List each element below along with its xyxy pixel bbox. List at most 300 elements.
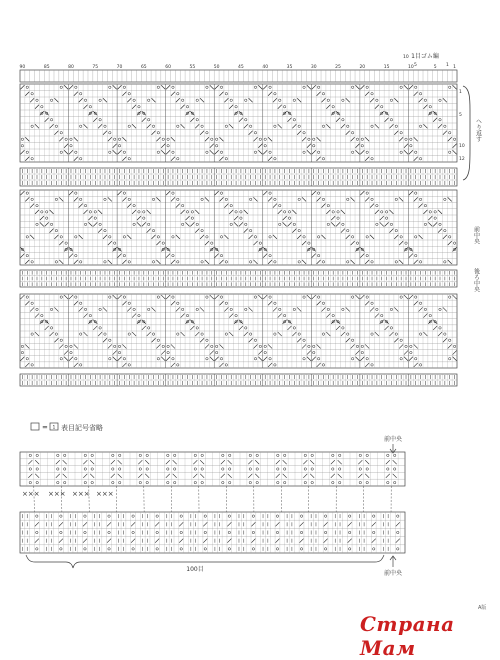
decrease-symbol	[292, 332, 296, 336]
decrease-symbol	[404, 295, 408, 299]
column-number: 1	[453, 64, 456, 70]
yarn-over-symbol	[60, 358, 62, 360]
yarn-over-symbol	[220, 192, 222, 194]
yarn-over-symbol	[313, 351, 315, 353]
yarn-over-symbol	[348, 531, 350, 533]
decrease-symbol	[433, 222, 437, 226]
yarn-over-symbol	[112, 454, 114, 456]
decrease-symbol	[443, 307, 447, 311]
grid-block-4	[20, 270, 457, 287]
yarn-over-symbol	[21, 345, 23, 347]
yarn-over-symbol	[172, 358, 174, 360]
yarn-over-symbol	[424, 204, 426, 206]
decrease-symbol	[263, 150, 267, 154]
yarn-over-symbol	[75, 192, 77, 194]
yarn-over-symbol	[75, 358, 77, 360]
decrease-symbol	[59, 241, 63, 245]
yarn-over-symbol	[152, 198, 154, 200]
yarn-over-symbol	[79, 261, 81, 263]
yarn-over-symbol	[410, 345, 412, 347]
yarn-over-symbol	[249, 198, 251, 200]
yarn-over-symbol	[264, 351, 266, 353]
decrease-symbol	[307, 144, 311, 148]
yarn-over-symbol	[277, 454, 279, 456]
decrease-symbol	[161, 295, 165, 299]
svg-text:=: =	[42, 424, 48, 432]
decrease-symbol	[229, 105, 233, 109]
rib-label: 1目ゴム編	[411, 52, 439, 60]
yarn-over-symbol	[405, 242, 407, 244]
decrease-symbol	[448, 137, 452, 141]
decrease-symbol	[171, 197, 175, 201]
yarn-over-symbol	[342, 327, 344, 329]
yarn-over-symbol	[347, 261, 349, 263]
yarn-over-symbol	[123, 151, 125, 153]
decrease-symbol	[200, 235, 204, 239]
decrease-symbol	[278, 210, 282, 214]
decrease-symbol	[132, 105, 136, 109]
decrease-symbol	[205, 137, 209, 141]
decrease-symbol	[56, 474, 60, 478]
column-number: 45	[238, 64, 244, 70]
yarn-over-symbol	[123, 236, 125, 238]
yarn-over-symbol	[424, 99, 426, 101]
decrease-symbol	[414, 92, 418, 96]
decrease-symbol	[137, 216, 141, 220]
decrease-symbol	[200, 131, 204, 135]
decrease-symbol	[173, 474, 177, 478]
yarn-over-symbol	[84, 531, 86, 533]
yarn-over-symbol	[276, 515, 278, 517]
yarn-over-symbol	[254, 132, 256, 134]
back-center-label: 後ろ中央	[473, 267, 480, 293]
decrease-symbol	[90, 474, 94, 478]
decrease-symbol	[147, 332, 151, 336]
decrease-symbol	[389, 229, 393, 233]
yarn-over-symbol	[400, 236, 402, 238]
decrease-symbol	[84, 332, 88, 336]
decrease-symbol	[227, 522, 231, 526]
yarn-over-symbol	[65, 242, 67, 244]
yarn-over-symbol	[206, 358, 208, 360]
decrease-symbol	[210, 351, 214, 355]
yarn-over-symbol	[366, 468, 368, 470]
yarn-over-symbol	[400, 358, 402, 360]
yarn-over-symbol	[94, 211, 96, 213]
yarn-over-symbol	[283, 454, 285, 456]
decrease-symbol	[438, 210, 442, 214]
yarn-over-symbol	[274, 364, 276, 366]
grid-block-5	[20, 294, 457, 368]
yarn-over-symbol	[400, 339, 402, 341]
decrease-symbol	[108, 197, 112, 201]
yarn-over-symbol	[415, 236, 417, 238]
decrease-symbol	[336, 222, 340, 226]
yarn-over-symbol	[351, 236, 353, 238]
yarn-over-symbol	[252, 531, 254, 533]
yarn-over-symbol	[264, 138, 266, 140]
yarn-over-symbol	[322, 198, 324, 200]
decrease-symbol	[88, 222, 92, 226]
yarn-over-symbol	[228, 454, 230, 456]
bottom-chart-upper-grid	[20, 452, 405, 486]
decrease-symbol	[423, 314, 427, 318]
decrease-symbol	[312, 191, 316, 195]
decrease-symbol	[453, 295, 457, 299]
yarn-over-symbol	[453, 242, 455, 244]
yarn-over-symbol	[108, 548, 110, 550]
decrease-symbol	[108, 241, 112, 245]
yarn-over-symbol	[376, 308, 378, 310]
column-number: 85	[44, 64, 50, 70]
decrease-symbol	[118, 295, 122, 299]
yarn-over-symbol	[390, 119, 392, 121]
grid-block-3	[20, 190, 457, 265]
yarn-over-symbol	[269, 236, 271, 238]
decrease-symbol	[409, 191, 413, 195]
decrease-symbol	[93, 118, 97, 122]
grid-block-6	[20, 374, 457, 386]
yarn-over-symbol	[225, 158, 227, 160]
decrease-symbol	[132, 124, 136, 128]
decrease-symbol	[258, 351, 262, 355]
yarn-over-symbol	[173, 468, 175, 470]
decrease-symbol	[365, 460, 369, 464]
decrease-symbol	[63, 460, 67, 464]
yarn-over-symbol	[204, 548, 206, 550]
yarn-over-symbol	[118, 351, 120, 353]
decrease-symbol	[348, 539, 352, 543]
yarn-over-symbol	[225, 198, 227, 200]
yarn-over-symbol	[215, 351, 217, 353]
yarn-over-symbol	[444, 125, 446, 127]
yarn-over-symbol	[351, 339, 353, 341]
decrease-symbol	[393, 460, 397, 464]
column-number: 30	[311, 64, 317, 70]
yarn-over-symbol	[397, 531, 399, 533]
decrease-symbol	[278, 332, 282, 336]
decrease-symbol	[399, 197, 403, 201]
yarn-over-symbol	[277, 481, 279, 483]
yarn-over-symbol	[429, 106, 431, 108]
decrease-symbol	[210, 85, 214, 89]
decrease-symbol	[138, 474, 142, 478]
yarn-over-symbol	[84, 481, 86, 483]
decrease-symbol	[69, 357, 73, 361]
yarn-over-symbol	[429, 314, 431, 316]
decrease-symbol	[404, 351, 408, 355]
decrease-symbol	[113, 85, 117, 89]
decrease-symbol	[132, 210, 136, 214]
decrease-symbol	[287, 118, 291, 122]
decrease-symbol	[215, 254, 219, 258]
yarn-over-symbol	[254, 236, 256, 238]
decrease-symbol	[443, 98, 447, 102]
decrease-symbol	[84, 314, 88, 318]
yarn-over-symbol	[128, 158, 130, 160]
decrease-symbol	[355, 85, 359, 89]
yarn-over-symbol	[385, 211, 387, 213]
yarn-over-symbol	[317, 192, 319, 194]
yarn-over-symbol	[194, 481, 196, 483]
decrease-symbol	[108, 137, 112, 141]
decrease-symbol	[224, 204, 228, 208]
decrease-symbol	[45, 326, 49, 330]
decrease-symbol	[215, 85, 219, 89]
column-number: 55	[190, 64, 196, 70]
yarn-over-symbol	[298, 125, 300, 127]
decrease-symbol	[346, 235, 350, 239]
decrease-symbol	[59, 197, 63, 201]
decrease-symbol	[312, 295, 316, 299]
yarn-over-symbol	[279, 223, 281, 225]
yarn-over-symbol	[60, 515, 62, 517]
yarn-over-symbol	[313, 345, 315, 347]
yarn-over-symbol	[152, 261, 154, 263]
decrease-symbol	[122, 137, 126, 141]
yarn-over-symbol	[410, 138, 412, 140]
decrease-symbol	[142, 118, 146, 122]
yarn-over-symbol	[152, 229, 154, 231]
yarn-over-symbol	[181, 223, 183, 225]
decrease-symbol	[423, 124, 427, 128]
decrease-symbol	[307, 357, 311, 361]
yarn-over-symbol	[274, 333, 276, 335]
yarn-over-symbol	[99, 99, 101, 101]
decrease-symbol	[389, 124, 393, 128]
yarn-over-symbol	[395, 229, 397, 231]
decrease-symbol	[317, 157, 321, 161]
decrease-symbol	[113, 295, 117, 299]
front-center-label: 前中央	[473, 225, 480, 245]
yarn-over-symbol	[279, 204, 281, 206]
yarn-over-symbol	[50, 308, 52, 310]
yarn-over-symbol	[371, 302, 373, 304]
decrease-symbol	[253, 241, 257, 245]
decrease-symbol	[423, 105, 427, 109]
decrease-symbol	[190, 326, 194, 330]
yarn-over-symbol	[303, 132, 305, 134]
yarn-over-symbol	[133, 308, 135, 310]
decrease-symbol	[453, 357, 457, 361]
decrease-symbol	[74, 137, 78, 141]
yarn-over-symbol	[186, 314, 188, 316]
top-column-numbers	[20, 64, 457, 70]
yarn-over-symbol	[300, 515, 302, 517]
yarn-over-symbol	[385, 217, 387, 219]
decrease-symbol	[239, 118, 243, 122]
yarn-over-symbol	[201, 481, 203, 483]
decrease-symbol	[25, 137, 29, 141]
decrease-symbol	[142, 326, 146, 330]
yarn-over-symbol	[177, 333, 179, 335]
decrease-symbol	[220, 197, 224, 201]
yarn-over-symbol	[245, 223, 247, 225]
yarn-over-symbol	[449, 296, 451, 298]
yarn-over-symbol	[21, 351, 23, 353]
decrease-symbol	[224, 98, 228, 102]
decrease-symbol	[355, 351, 359, 355]
yarn-over-symbol	[29, 481, 31, 483]
yarn-over-symbol	[89, 314, 91, 316]
yarn-over-symbol	[298, 198, 300, 200]
decrease-symbol	[370, 204, 374, 208]
yarn-over-symbol	[453, 345, 455, 347]
yarn-over-symbol	[245, 308, 247, 310]
decrease-symbol	[64, 357, 68, 361]
decrease-symbol	[453, 351, 457, 355]
decrease-symbol	[385, 118, 389, 122]
yarn-over-symbol	[390, 308, 392, 310]
decrease-symbol	[161, 357, 165, 361]
decrease-symbol	[386, 460, 390, 464]
decrease-symbol	[79, 204, 83, 208]
yarn-over-symbol	[449, 151, 451, 153]
decrease-symbol	[448, 344, 452, 348]
column-number: 60	[165, 64, 171, 70]
decrease-symbol	[127, 204, 131, 208]
yarn-over-symbol	[201, 333, 203, 335]
yarn-over-symbol	[419, 364, 421, 366]
decrease-symbol	[302, 344, 306, 348]
yarn-over-symbol	[156, 548, 158, 550]
decrease-symbol	[90, 460, 94, 464]
decrease-symbol	[386, 474, 390, 478]
decrease-symbol	[297, 131, 301, 135]
yarn-over-symbol	[26, 296, 28, 298]
yarn-over-symbol	[133, 99, 135, 101]
decrease-symbol	[351, 137, 355, 141]
yarn-over-symbol	[206, 132, 208, 134]
decrease-symbol	[203, 522, 207, 526]
decrease-symbol	[54, 235, 58, 239]
decrease-symbol	[283, 460, 287, 464]
yarn-over-symbol	[444, 198, 446, 200]
yarn-over-symbol	[46, 217, 48, 219]
decrease-symbol	[176, 307, 180, 311]
decrease-symbol	[317, 197, 321, 201]
column-number: 5	[434, 64, 437, 70]
yarn-over-symbol	[36, 468, 38, 470]
yarn-over-symbol	[215, 138, 217, 140]
decrease-symbol	[20, 357, 24, 361]
yarn-over-symbol	[313, 138, 315, 140]
decrease-symbol	[220, 363, 224, 367]
yarn-over-symbol	[439, 223, 441, 225]
decrease-symbol	[321, 307, 325, 311]
decrease-symbol	[394, 235, 398, 239]
decrease-symbol	[83, 460, 87, 464]
decrease-symbol	[122, 157, 126, 161]
yarn-over-symbol	[196, 99, 198, 101]
decrease-symbol	[399, 260, 403, 264]
decrease-symbol	[310, 460, 314, 464]
decrease-symbol	[423, 210, 427, 214]
yarn-over-symbol	[304, 454, 306, 456]
yarn-over-symbol	[317, 358, 319, 360]
decrease-symbol	[176, 235, 180, 239]
decrease-symbol	[355, 150, 359, 154]
yarn-over-symbol	[201, 229, 203, 231]
yarn-over-symbol	[400, 132, 402, 134]
decrease-symbol	[195, 332, 199, 336]
decrease-symbol	[324, 522, 328, 526]
yarn-over-symbol	[50, 327, 52, 329]
decrease-symbol	[224, 235, 228, 239]
decrease-symbol	[365, 197, 369, 201]
yarn-over-symbol	[356, 345, 358, 347]
yarn-over-symbol	[313, 145, 315, 147]
yarn-over-symbol	[167, 454, 169, 456]
decrease-symbol	[396, 539, 400, 543]
decrease-symbol	[111, 460, 115, 464]
column-number: 35	[287, 64, 293, 70]
decrease-symbol	[360, 85, 364, 89]
decrease-symbol	[317, 301, 321, 305]
decrease-symbol	[249, 131, 253, 135]
yarn-over-symbol	[215, 145, 217, 147]
yarn-over-symbol	[303, 296, 305, 298]
yarn-over-symbol	[29, 454, 31, 456]
decrease-symbol	[351, 344, 355, 348]
decrease-symbol	[35, 124, 39, 128]
yarn-over-symbol	[104, 229, 106, 231]
yarn-over-symbol	[351, 151, 353, 153]
yarn-over-symbol	[387, 454, 389, 456]
decrease-symbol	[127, 235, 131, 239]
yarn-over-symbol	[31, 158, 33, 160]
yarn-over-symbol	[351, 358, 353, 360]
yarn-over-symbol	[387, 481, 389, 483]
yarn-over-symbol	[395, 198, 397, 200]
decrease-symbol	[111, 474, 115, 478]
cross-marks-3: ×××	[72, 490, 90, 498]
decrease-symbol	[107, 539, 111, 543]
decrease-symbol	[227, 539, 231, 543]
yarn-over-symbol	[167, 138, 169, 140]
decrease-symbol	[152, 338, 156, 342]
yarn-over-symbol	[410, 351, 412, 353]
yarn-over-symbol	[75, 86, 77, 88]
decrease-symbol	[35, 460, 39, 464]
yarn-over-symbol	[371, 125, 373, 127]
decrease-symbol	[122, 260, 126, 264]
decrease-symbol	[248, 474, 252, 478]
decrease-symbol	[303, 460, 307, 464]
decrease-symbol	[131, 522, 135, 526]
decrease-symbol	[35, 210, 39, 214]
decrease-symbol	[331, 460, 335, 464]
yarn-over-symbol	[128, 302, 130, 304]
yarn-over-symbol	[240, 211, 242, 213]
yarn-over-symbol	[220, 236, 222, 238]
decrease-symbol	[122, 344, 126, 348]
yarn-over-symbol	[322, 93, 324, 95]
decrease-symbol	[393, 474, 397, 478]
decrease-symbol	[263, 295, 267, 299]
decrease-symbol	[300, 539, 304, 543]
decrease-symbol	[268, 301, 272, 305]
decrease-symbol	[118, 191, 122, 195]
decrease-symbol	[20, 254, 24, 258]
hem-bracket	[463, 86, 470, 180]
decrease-symbol	[50, 229, 54, 233]
decrease-symbol	[249, 235, 253, 239]
yarn-over-symbol	[36, 454, 38, 456]
yarn-over-symbol	[157, 339, 159, 341]
yarn-over-symbol	[393, 468, 395, 470]
decrease-symbol	[273, 307, 277, 311]
